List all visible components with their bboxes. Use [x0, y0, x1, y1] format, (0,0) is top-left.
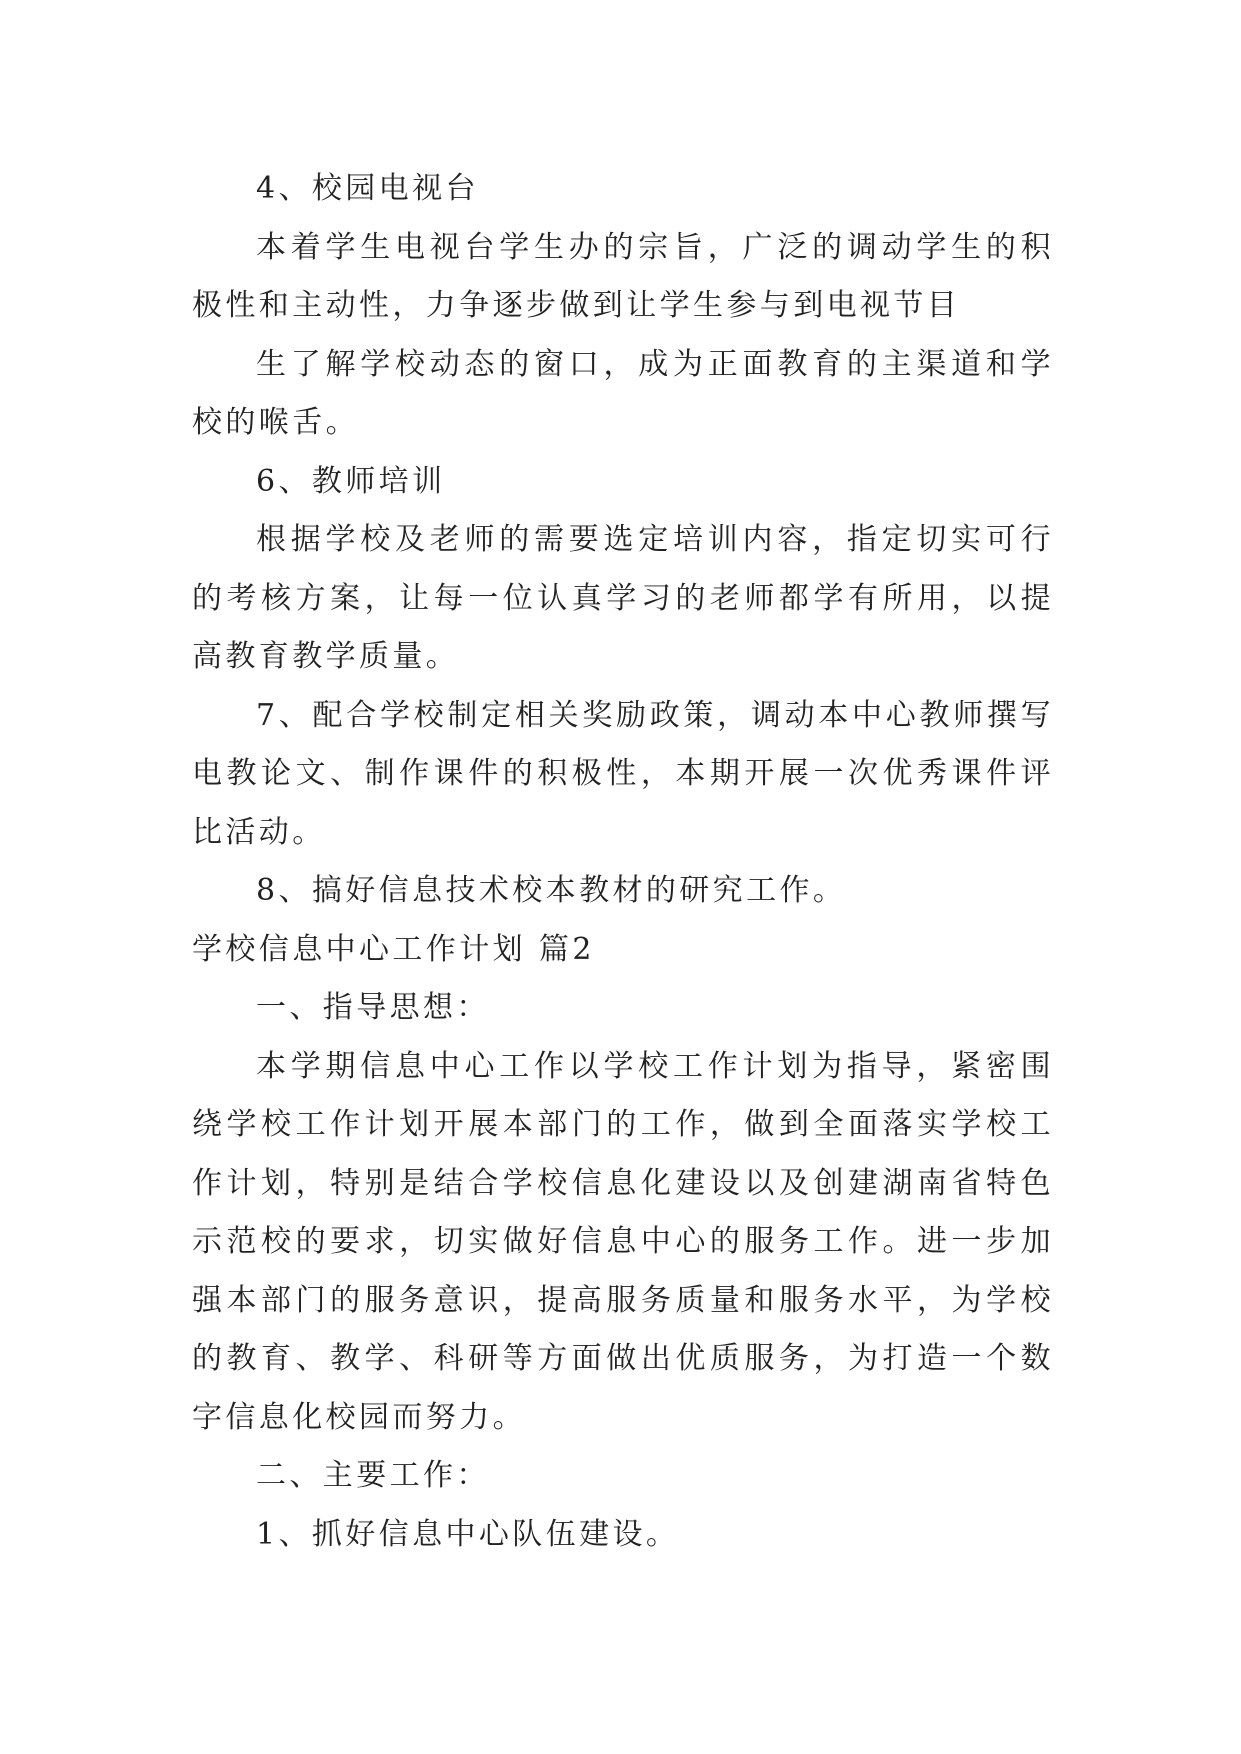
paragraph-guiding-ideology-body: 本学期信息中心工作以学校工作计划为指导，紧密围绕学校工作计划开展本部门的工作，做到全面落实学校工作计划，特别是结合学校信息化建设以及创建湖南省特色示范校的要求，切实做好信息中心的服务工作。进一步加强本部门的服务意识，提高服务质量和服务水平，为学校的教育、教学、科研等方面做出优质服务，为打造一个数字信息化校园而努力。: [192, 1048, 1054, 1435]
paragraph-guiding-ideology-heading: 一、指导思想：: [256, 990, 490, 1025]
document-body: [192, 160, 1054, 1564]
paragraph-teacher-training-body: 根据学校及老师的需要选定培训内容，指定切实可行的考核方案，让每一位认真学习的老师都学有所用，以提高教育教学质量。: [192, 522, 1054, 674]
paragraph-textbook-research: 8、搞好信息技术校本教材的研究工作。: [256, 873, 847, 908]
paragraph-tv-station-heading: 4、校园电视台: [256, 171, 479, 206]
section-title-plan-2: 学校信息中心工作计划 篇2: [192, 931, 595, 967]
paragraph-teacher-training-heading: 6、教师培训: [256, 463, 446, 499]
paragraph-main-work-heading: 二、主要工作：: [256, 1458, 490, 1493]
paragraph-tv-station-purpose: 本着学生电视台学生办的宗旨，广泛的调动学生的积极性和主动性，力争逐步做到让学生参与到电视节目: [192, 229, 1054, 323]
paragraph-team-building: 1、抓好信息中心队伍建设。: [256, 1516, 680, 1552]
paragraph-reward-policy: 7、配合学校制定相关奖励政策，调动本中心教师撰写电教论文、制作课件的积极性，本期开展一次优秀课件评比活动。: [192, 697, 1054, 850]
paragraph-tv-station-window: 生了解学校动态的窗口，成为正面教育的主渠道和学校的喉舌。: [192, 346, 1054, 440]
